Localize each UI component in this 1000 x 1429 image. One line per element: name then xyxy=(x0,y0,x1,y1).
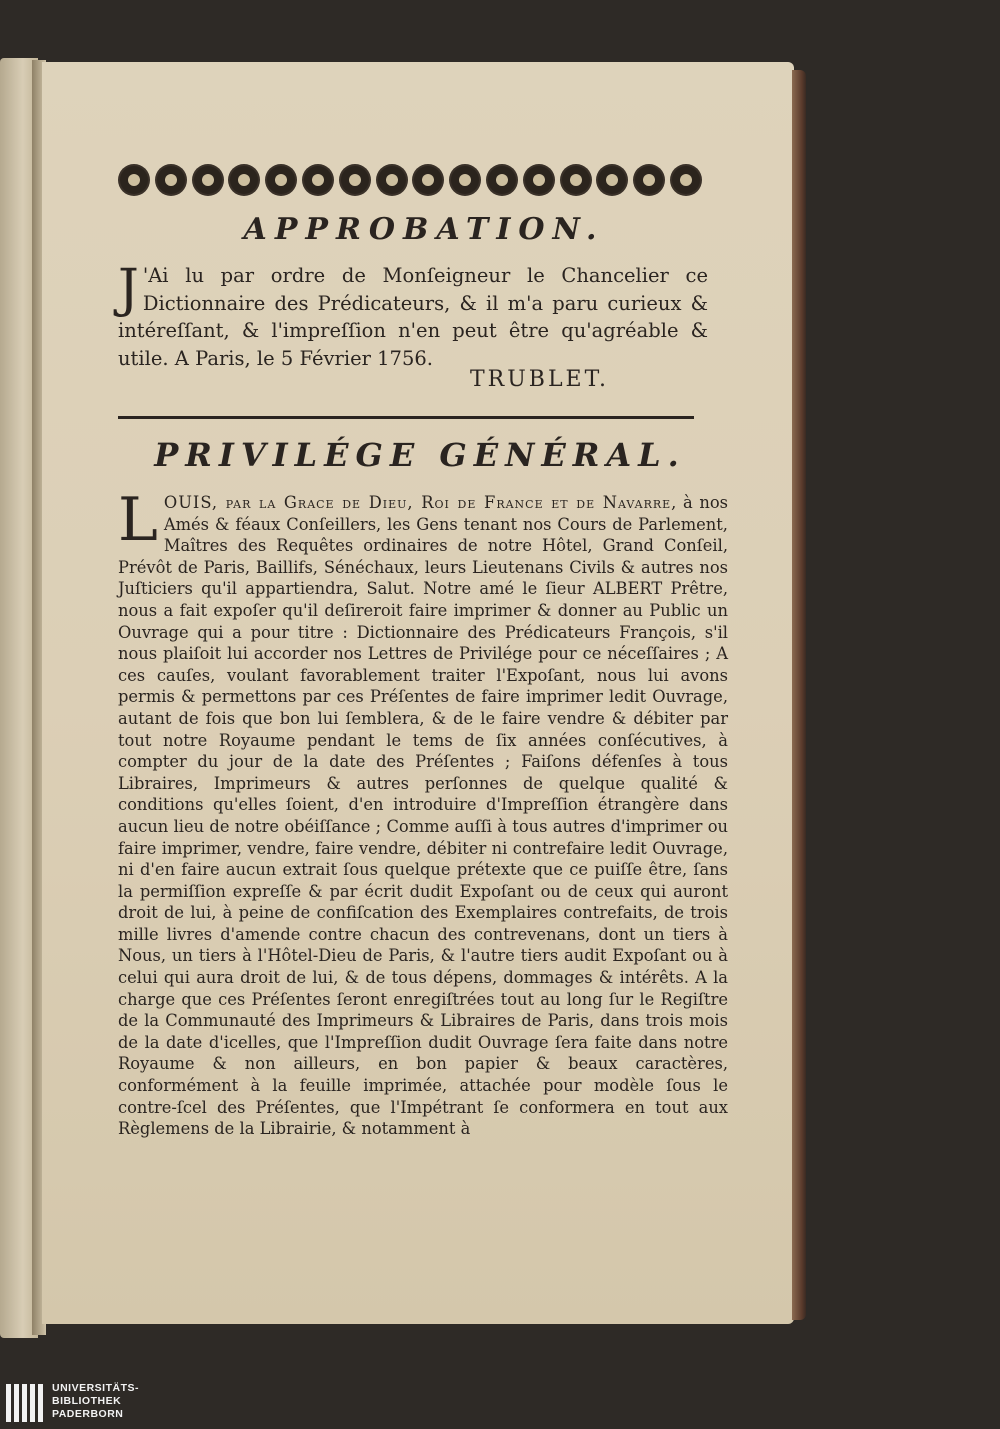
approbation-dropcap: J xyxy=(118,259,139,319)
logo-line-2: BIBLIOTHEK xyxy=(52,1395,122,1407)
ornament-band xyxy=(120,160,700,200)
privilege-dropcap: L xyxy=(118,485,158,555)
rosette-ornament xyxy=(304,166,332,194)
approbation-text xyxy=(118,259,708,372)
library-logo-text xyxy=(52,1382,139,1421)
privilege-body: , à nos Amés & féaux Conſeillers, les Gens tenant nos Cours de Parlement, Maîtres des Requêtes ordinaires de notre Hôtel, Grand Conſeil, Prévôt de Paris, Baillifs, Sénéchaux, leurs Lieutenans Civils & autres nos Juſticiers qu'il appartiendra, Salut. Notre amé le ſieur ALBERT Prêtre, nous a fait expoſer qu'il deſireroit faire imprimer & donner au Public un Ouvrage qui a pour titre : Dictionnaire des Prédicateurs François, s'il nous plaiſoit lui accorder nos Lettres de Privilége pour ce néceſſaires ; A ces cauſes, voulant favorablement traiter l'Expoſant, nous lui avons permis & permettons par ces Préſentes de faire imprimer ledit Ouvrage, autant de fois que bon lui ſemblera, & de le faire vendre & débiter par tout notre Royaume pendant le tems de ſix années conſécutives, à compter du jour de la date des Préſentes ; Faiſons défenſes à tous Libraires, Imprimeurs & autres perſonnes de quelque qualité & conditions qu'elles ſoient, d'en introduire d'Impreſſion étrangère dans aucun lieu de notre obéiſſance ; Comme auſſi à tous autres d'imprimer ou faire imprimer, vendre, faire vendre, débiter ni contrefaire ledit Ouvrage, ni d'en faire aucun extrait ſous quelque prétexte que ce puiſſe être, ſans la permiſſion expreſſe & par écrit dudit Expoſant ou de ceux qui auront droit de lui, à peine de confiſcation des Exemplaires contrefaits, de trois mille livres d'amende contre chacun des contrevenans, dont un tiers à Nous, un tiers à l'Hôtel-Dieu de Paris, & l'autre tiers audit Expoſant ou à celui qui aura droit de lui, & de tous dépens, dommages & intérêts. A la charge que ces Préſentes ſeront enregiſtrées tout au long ſur le Regiſtre de la Communauté des Imprimeurs & Libraires de Paris, dans trois mois de la date d'icelles, que l'Impreſſion dudit Ouvrage ſera faite dans notre Royaume & non ailleurs, en bon papier & beaux caractères, conformément à la feuille imprimée, attachée pour modèle ſous le contre-ſcel des Préſentes, que l'Impétrant ſe conformera en tout aux Règlemens de la Librairie, & notamment à xyxy=(118,493,728,1139)
approbation-title: APPROBATION. xyxy=(243,212,605,247)
rosette-ornament xyxy=(120,166,148,194)
rosette-ornament xyxy=(451,166,479,194)
rosette-ornament xyxy=(672,166,700,194)
rosette-ornament xyxy=(341,166,369,194)
page-edge xyxy=(792,70,806,1320)
rosette-ornament xyxy=(194,166,222,194)
rosette-ornament xyxy=(157,166,185,194)
logo-line-3: PADERBORN xyxy=(52,1408,124,1420)
privilege-text xyxy=(118,485,728,1140)
library-logo-icon xyxy=(6,1384,43,1422)
rosette-ornament xyxy=(378,166,406,194)
privilege-lead: OUIS, par la Grace de Dieu, Roi de France et de Navarre xyxy=(163,493,672,512)
rosette-ornament xyxy=(267,166,295,194)
library-logo xyxy=(0,1378,1000,1429)
approbation-signature: TRUBLET. xyxy=(470,367,610,392)
approbation-body: 'Ai lu par ordre de Monſeigneur le Chancelier ce Dictionnaire des Prédicateurs, & il m'a paru curieux & intéreſſant, & l'impreſſion n'en peut être qu'agréable & utile. A Paris, le 5 Février 1756. xyxy=(118,264,708,370)
rosette-ornament xyxy=(525,166,553,194)
section-divider xyxy=(118,416,694,419)
rosette-ornament xyxy=(598,166,626,194)
logo-line-1: UNIVERSITÄTS- xyxy=(52,1382,140,1394)
rosette-ornament xyxy=(635,166,663,194)
rosette-ornament xyxy=(414,166,442,194)
privilege-title: PRIVILÉGE GÉNÉRAL. xyxy=(154,436,686,474)
rosette-ornament xyxy=(230,166,258,194)
rosette-ornament xyxy=(488,166,516,194)
rosette-ornament xyxy=(562,166,590,194)
